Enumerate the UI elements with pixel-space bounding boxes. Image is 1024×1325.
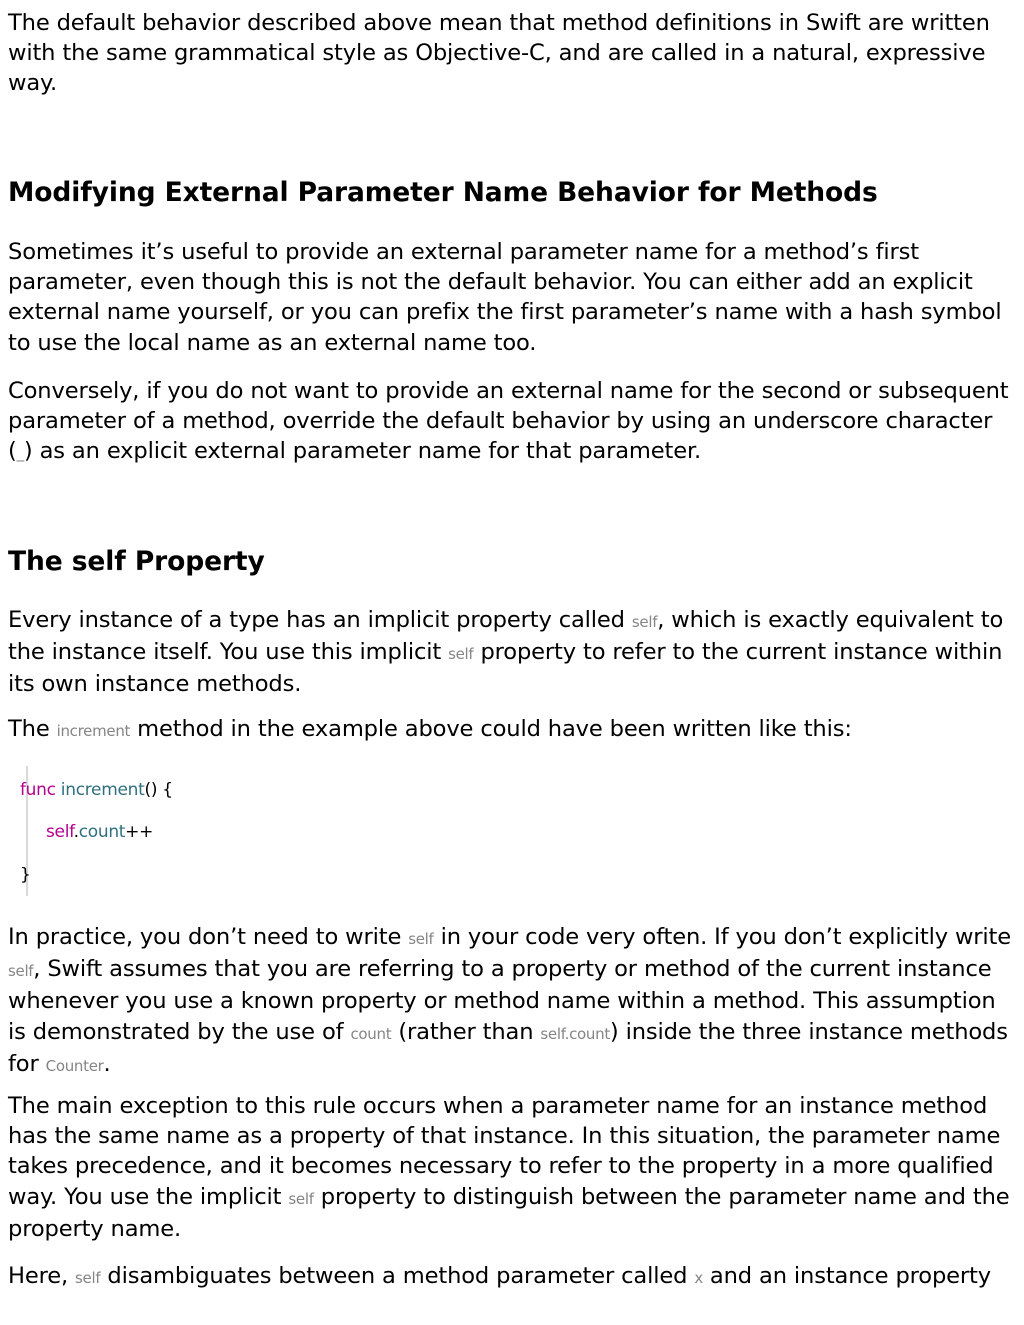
self-paragraph-1: [8, 605, 1016, 700]
text-run: in your code very often. If you don’t explicitly write: [433, 924, 1011, 950]
self-paragraph-5: [8, 1261, 991, 1293]
text-run: .: [103, 1050, 111, 1077]
section-heading-external-parameter: Modifying External Parameter Name Behavior for Methods: [8, 177, 878, 208]
text-run: The main exception to this rule occurs when a parameter name for an instance method has the same name as a property of that instance. In this situation, the parameter name takes precedence, and it becomes necessary to refer to the property in a more qualified way. You use the implicit: [8, 1093, 1001, 1210]
text-run: (rather than: [391, 1018, 541, 1045]
code-block: [20, 766, 428, 896]
code-line-3: [20, 865, 31, 885]
code-operator: ++: [125, 822, 154, 842]
text-run: disambiguates between a method parameter called: [100, 1263, 695, 1289]
self-paragraph-2: [8, 714, 852, 746]
code-dot: .: [73, 822, 79, 842]
code-punctuation: () {: [144, 780, 173, 800]
text-run: property to refer to the current instance within its own instance methods.: [8, 639, 1003, 698]
inline-code-self: self: [8, 962, 34, 981]
inline-code-counter: Counter: [45, 1056, 104, 1075]
self-paragraph-4: [8, 1091, 1016, 1244]
text-run: property to distinguish between the parameter name and the property name.: [8, 1183, 1010, 1242]
code-property-count: count: [78, 822, 126, 842]
inline-code-self-count: self.count: [540, 1024, 610, 1043]
inline-code-underscore: _: [16, 444, 24, 463]
text-run: The: [8, 716, 57, 742]
code-line-2: [46, 822, 153, 842]
section-heading-self-property: The self Property: [8, 546, 265, 577]
text-run: ) inside the three instance methods for: [8, 1018, 1008, 1077]
inline-code-self: self: [408, 930, 434, 948]
code-function-name: increment: [60, 780, 145, 800]
text-run: method in the example above could have been written like this:: [130, 716, 852, 742]
text-run: In practice, you don’t need to write: [8, 924, 409, 950]
text-run: ) as an explicit external parameter name for that parameter.: [23, 438, 702, 465]
code-closing-brace: }: [20, 865, 31, 885]
text-run: Every instance of a type has an implicit property called: [8, 607, 632, 633]
external-paragraph-2: [8, 376, 1016, 469]
inline-code-self: self: [631, 613, 658, 631]
text-run: Here,: [8, 1263, 76, 1289]
inline-code-self: self: [288, 1189, 314, 1208]
inline-code-count: count: [350, 1024, 392, 1043]
text-run: , Swift assumes that you are referring to a property or method of the current instance whenever you use a known property or method name within a method. This assumption is demonstrated by the use of: [8, 956, 996, 1045]
code-keyword-func: func: [20, 780, 56, 800]
inline-code-self: self: [75, 1269, 101, 1287]
self-paragraph-3: [8, 922, 1016, 1081]
text-run: , which is exactly equivalent to the instance itself. You use this implicit: [8, 607, 1004, 666]
text-run: Conversely, if you do not want to provide an external name for the second or subsequent parameter of a method, override the default behavior by using an underscore character (: [8, 378, 1009, 465]
inline-code-increment: increment: [56, 722, 131, 740]
inline-code-self: self: [448, 645, 474, 664]
code-keyword-self: self: [46, 822, 74, 842]
intro-paragraph: The default behavior described above mean that method definitions in Swift are written with the same grammatical style as Objective-C, and are called in a natural, expressive way.: [8, 10, 990, 97]
text-run: and an instance property: [702, 1263, 991, 1289]
external-paragraph-1: Sometimes it’s useful to provide an external parameter name for a method’s first parameter, even though this is not the default behavior. You can either add an explicit external name yourself, or you can prefix the first parameter’s name with a hash symbol to use the local name as an external name too.: [8, 239, 1002, 356]
inline-code-x: x: [694, 1269, 703, 1287]
code-line-1: [20, 780, 173, 800]
